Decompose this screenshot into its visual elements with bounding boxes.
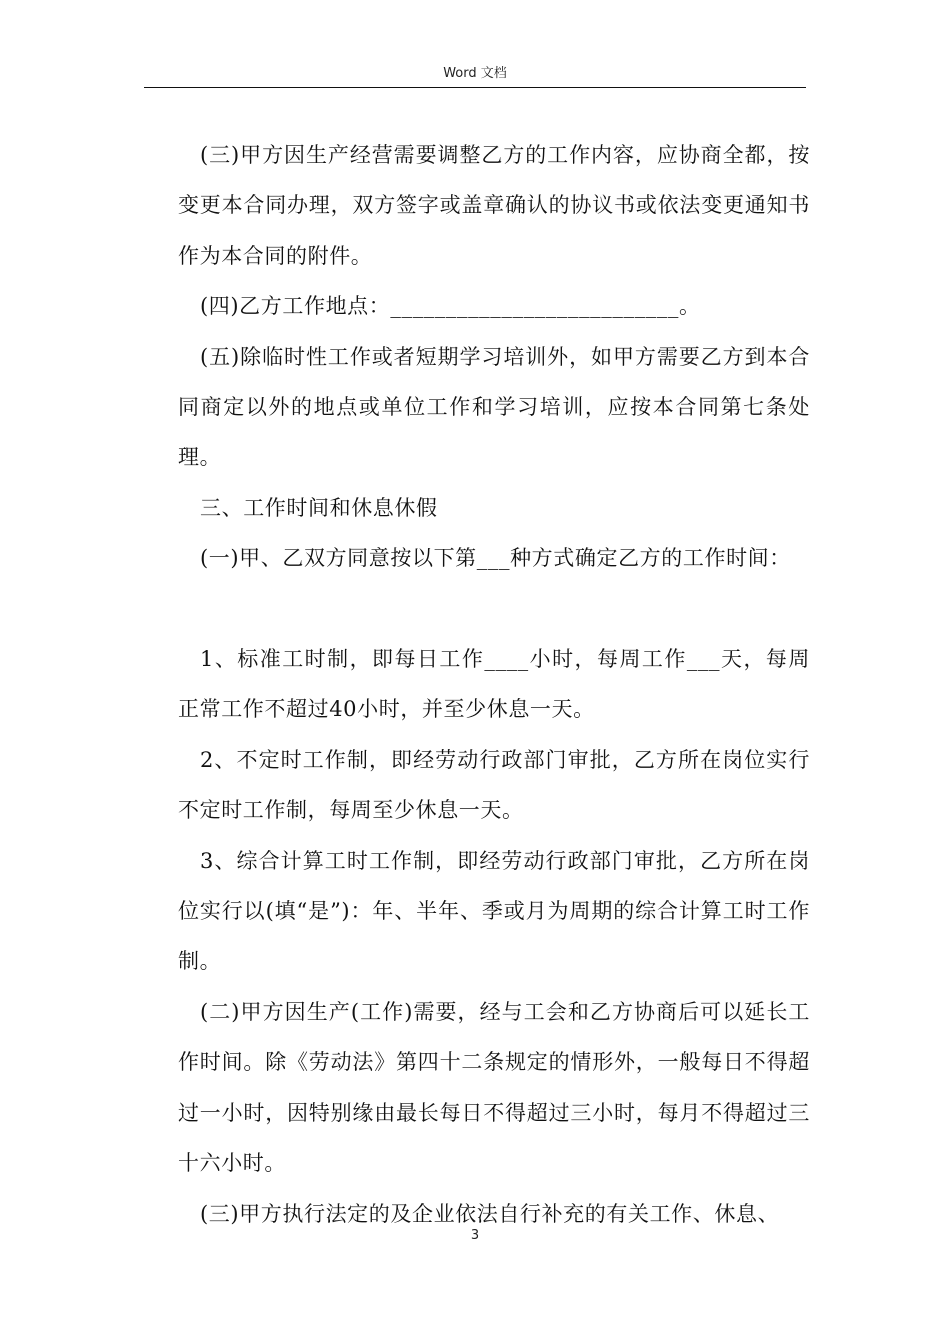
paragraph-offsite-work: (五)除临时性工作或者短期学习培训外，如甲方需要乙方到本合同商定以外的地点或单位工作和学习培训，应按本合同第七条处理。 bbox=[178, 344, 810, 470]
header-divider bbox=[144, 87, 806, 88]
paragraph-work-location: (四)乙方工作地点：__________________________。 bbox=[200, 294, 701, 319]
paragraph-flexible-hours: 2、不定时工作制，即经劳动行政部门审批，乙方所在岗位实行不定时工作制，每周至少休息一天。 bbox=[178, 747, 810, 823]
blank-line bbox=[178, 584, 810, 634]
paragraph-rest-policy: (三)甲方执行法定的及企业依法自行补充的有关工作、休息、 bbox=[200, 1201, 780, 1226]
paragraph-work-content-change: (三)甲方因生产经营需要调整乙方的工作内容，应协商全都，按变更本合同办理，双方签字或盖章确认的协议书或依法变更通知书作为本合同的附件。 bbox=[178, 143, 810, 268]
page-header-title: Word 文档 bbox=[443, 66, 507, 81]
paragraph-standard-hours: 1、标准工时制，即每日工作____小时，每周工作___天，每周正常工作不超过40小时，并至少休息一天。 bbox=[178, 647, 810, 722]
paragraph-comprehensive-hours: 3、综合计算工时工作制，即经劳动行政部门审批，乙方所在岗位实行以(填“是”)：年、半年、季或月为周期的综合计算工时工作制。 bbox=[178, 848, 810, 974]
paragraph-hours-method: (一)甲、乙双方同意按以下第___种方式确定乙方的工作时间： bbox=[200, 546, 791, 571]
document-body bbox=[178, 130, 810, 1239]
paragraph-overtime: (二)甲方因生产(工作)需要，经与工会和乙方协商后可以延长工作时间。除《劳动法》第四十二条规定的情形外，一般每日不得超过一小时，因特别缘由最长每日不得超过三小时，每月不得超过三十六小时。 bbox=[178, 999, 810, 1176]
section-heading-working-hours: 三、工作时间和休息休假 bbox=[200, 495, 438, 520]
page-number: 3 bbox=[470, 1228, 480, 1243]
